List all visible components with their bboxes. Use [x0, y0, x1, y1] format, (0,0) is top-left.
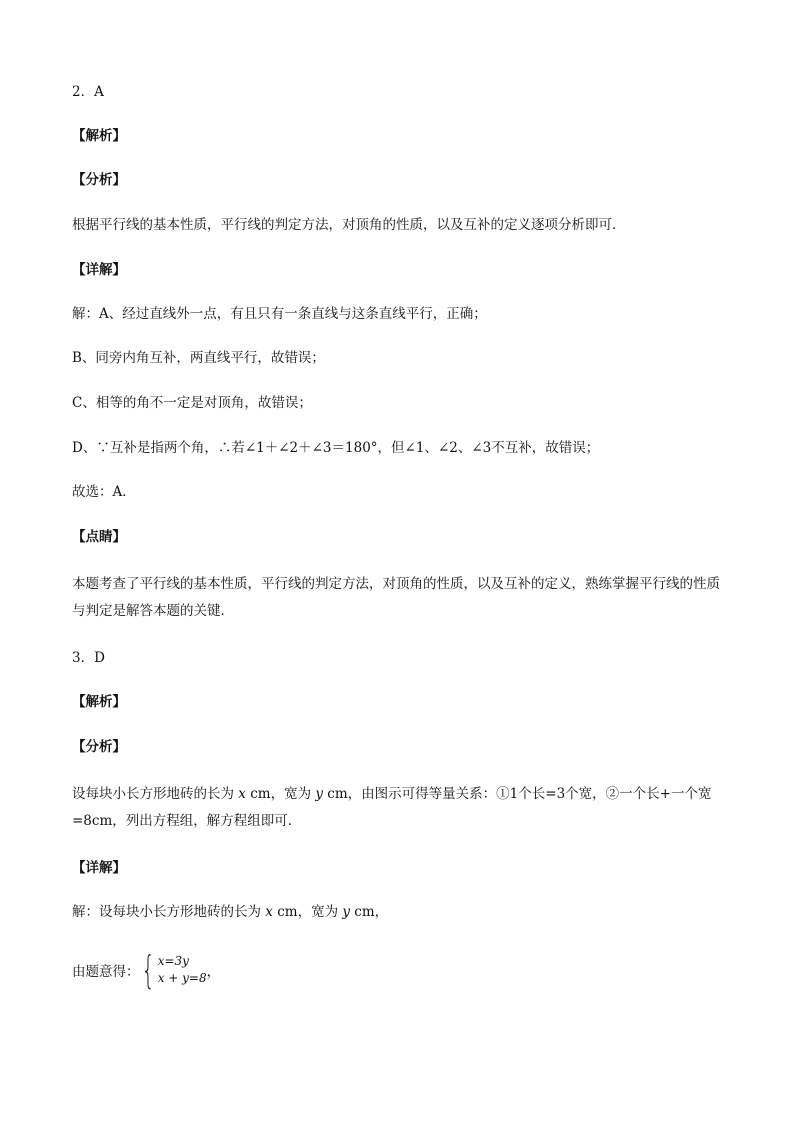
system-label: 由题意得：: [72, 964, 140, 980]
q2-comment: 本题考查了平行线的基本性质，平行线的判定方法，对顶角的性质，以及互补的定义，熟练掌握平行线的性质与判定是解答本题的关键．: [72, 576, 720, 619]
brace-icon: {: [140, 948, 155, 992]
system-tail: ，: [206, 964, 221, 980]
var-x: x: [238, 786, 246, 802]
q2-fenxi-heading: 【分析】: [72, 172, 126, 188]
var-y: y: [342, 904, 351, 920]
equation-system: [72, 950, 220, 990]
q2-answer: 2．A: [72, 84, 104, 100]
q2-xiangjie-heading: 【详解】: [72, 262, 126, 278]
var-y: y: [315, 786, 324, 802]
q3-solution-part2: cm，宽为: [272, 904, 339, 920]
q2-choice: 故选：A．: [72, 484, 136, 500]
equation-2: x + y=8: [157, 971, 207, 985]
q2-jiexi-heading: 【解析】: [72, 128, 126, 144]
q2-analysis: 根据平行线的基本性质，平行线的判定方法，对顶角的性质，以及互补的定义逐项分析即可．: [72, 217, 626, 233]
q2-dianjing-heading: 【点睛】: [72, 529, 126, 545]
equation-1: x=3y: [157, 954, 189, 968]
q3-jiexi-heading: 【解析】: [72, 694, 126, 710]
q3-solution-part1: 解：设每块小长方形地砖的长为: [72, 904, 261, 920]
q3-answer: 3．D: [72, 650, 105, 666]
q2-line-d: D、∵互补是指两个角，∴若∠1＋∠2＋∠3＝180°，但∠1、∠2、∠3不互补，故错误；: [72, 440, 600, 456]
q2-line-c: C、相等的角不一定是对顶角，故错误；: [72, 395, 312, 411]
q3-analysis-part2: cm，宽为: [245, 786, 312, 802]
q3-analysis-part3: cm，由图示可得等量关系：①1个长=3个宽，②一个长+一个宽=8cm，列出方程组，解方程组即可．: [72, 786, 712, 829]
q3-analysis: [72, 781, 722, 835]
var-x: x: [265, 904, 273, 920]
q3-analysis-part1: 设每块小长方形地砖的长为: [72, 786, 234, 802]
q3-xiangjie-heading: 【详解】: [72, 860, 126, 876]
q2-line-b: B、同旁内角互补，两直线平行，故错误；: [72, 350, 325, 366]
equations: [158, 953, 207, 987]
q3-fenxi-heading: 【分析】: [72, 739, 126, 755]
q3-solution-part3: cm，: [350, 904, 389, 920]
q2-line-a: 解：A、经过直线外一点，有且只有一条直线与这条直线平行，正确；: [72, 306, 487, 322]
q3-solution-line: [72, 902, 388, 922]
